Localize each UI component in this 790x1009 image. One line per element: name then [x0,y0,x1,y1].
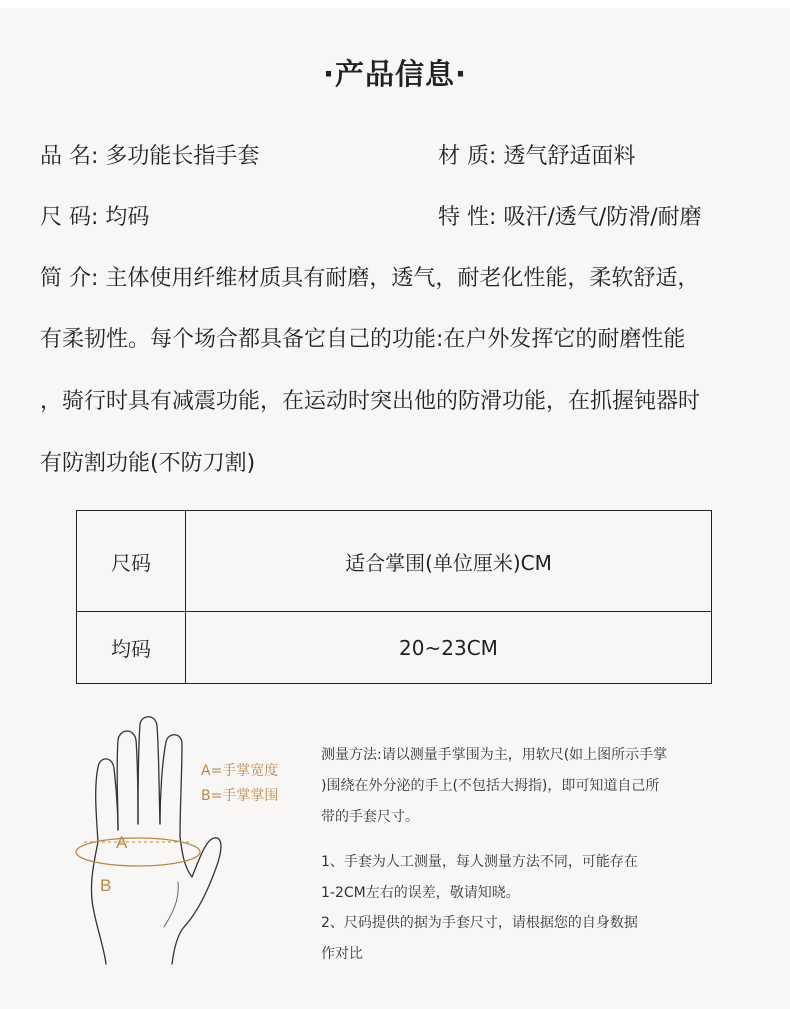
size-line: 尺 码: 均码 [40,205,150,230]
table-header-palm: 适合掌围(单位厘米)CM [345,550,552,575]
label-a: A [116,833,128,852]
table-cell-size: 均码 [111,637,151,661]
method-line-2: )围绕在外分泌的手上(不包括大拇指)，即可知道自己所 [321,778,660,794]
feature-line: 特 性: 吸汗/透气/防滑/耐磨 [438,205,702,230]
intro-line-1: 简 介: 主体使用纤维材质具有耐磨，透气，耐老化性能，柔软舒适， [40,266,700,291]
hand-outline-icon [60,712,300,967]
label-b: B [100,876,112,895]
hand-measure-diagram [60,712,300,967]
size-table [76,510,712,684]
material-line: 材 质: 透气舒适面料 [438,144,636,169]
page-title: ·产品信息· [322,57,468,91]
note-line-1: 1、手套为人工测量，每人测量方法不同，可能存在 [321,854,638,870]
table-header-size: 尺码 [111,550,151,575]
table-cell-range: 20~23CM [399,635,498,660]
top-strip [0,0,790,8]
intro-line-3: ，骑行时具有减震功能，在运动时突出他的防滑功能，在抓握钝器时 [40,389,701,414]
legend-a: A=手掌宽度 [201,763,279,779]
legend-b: B=手掌掌围 [201,788,279,804]
note-line-2: 1-2CM左右的误差，敬请知晓。 [321,885,520,901]
note-line-3: 2、尺码提供的据为手套尺寸，请根据您的自身数据 [321,915,638,931]
product-name-line: 品 名: 多功能长指手套 [40,144,260,169]
intro-line-4: 有防割功能(不防刀割) [40,451,256,476]
method-line-1: 测量方法:请以测量手掌围为主，用软尺(如上图所示手掌 [321,747,668,763]
intro-line-2: 有柔韧性。每个场合都具备它自己的功能:在户外发挥它的耐磨性能 [40,327,686,352]
note-line-4: 作对比 [321,946,363,962]
method-line-3: 带的手套尺寸。 [321,809,419,825]
